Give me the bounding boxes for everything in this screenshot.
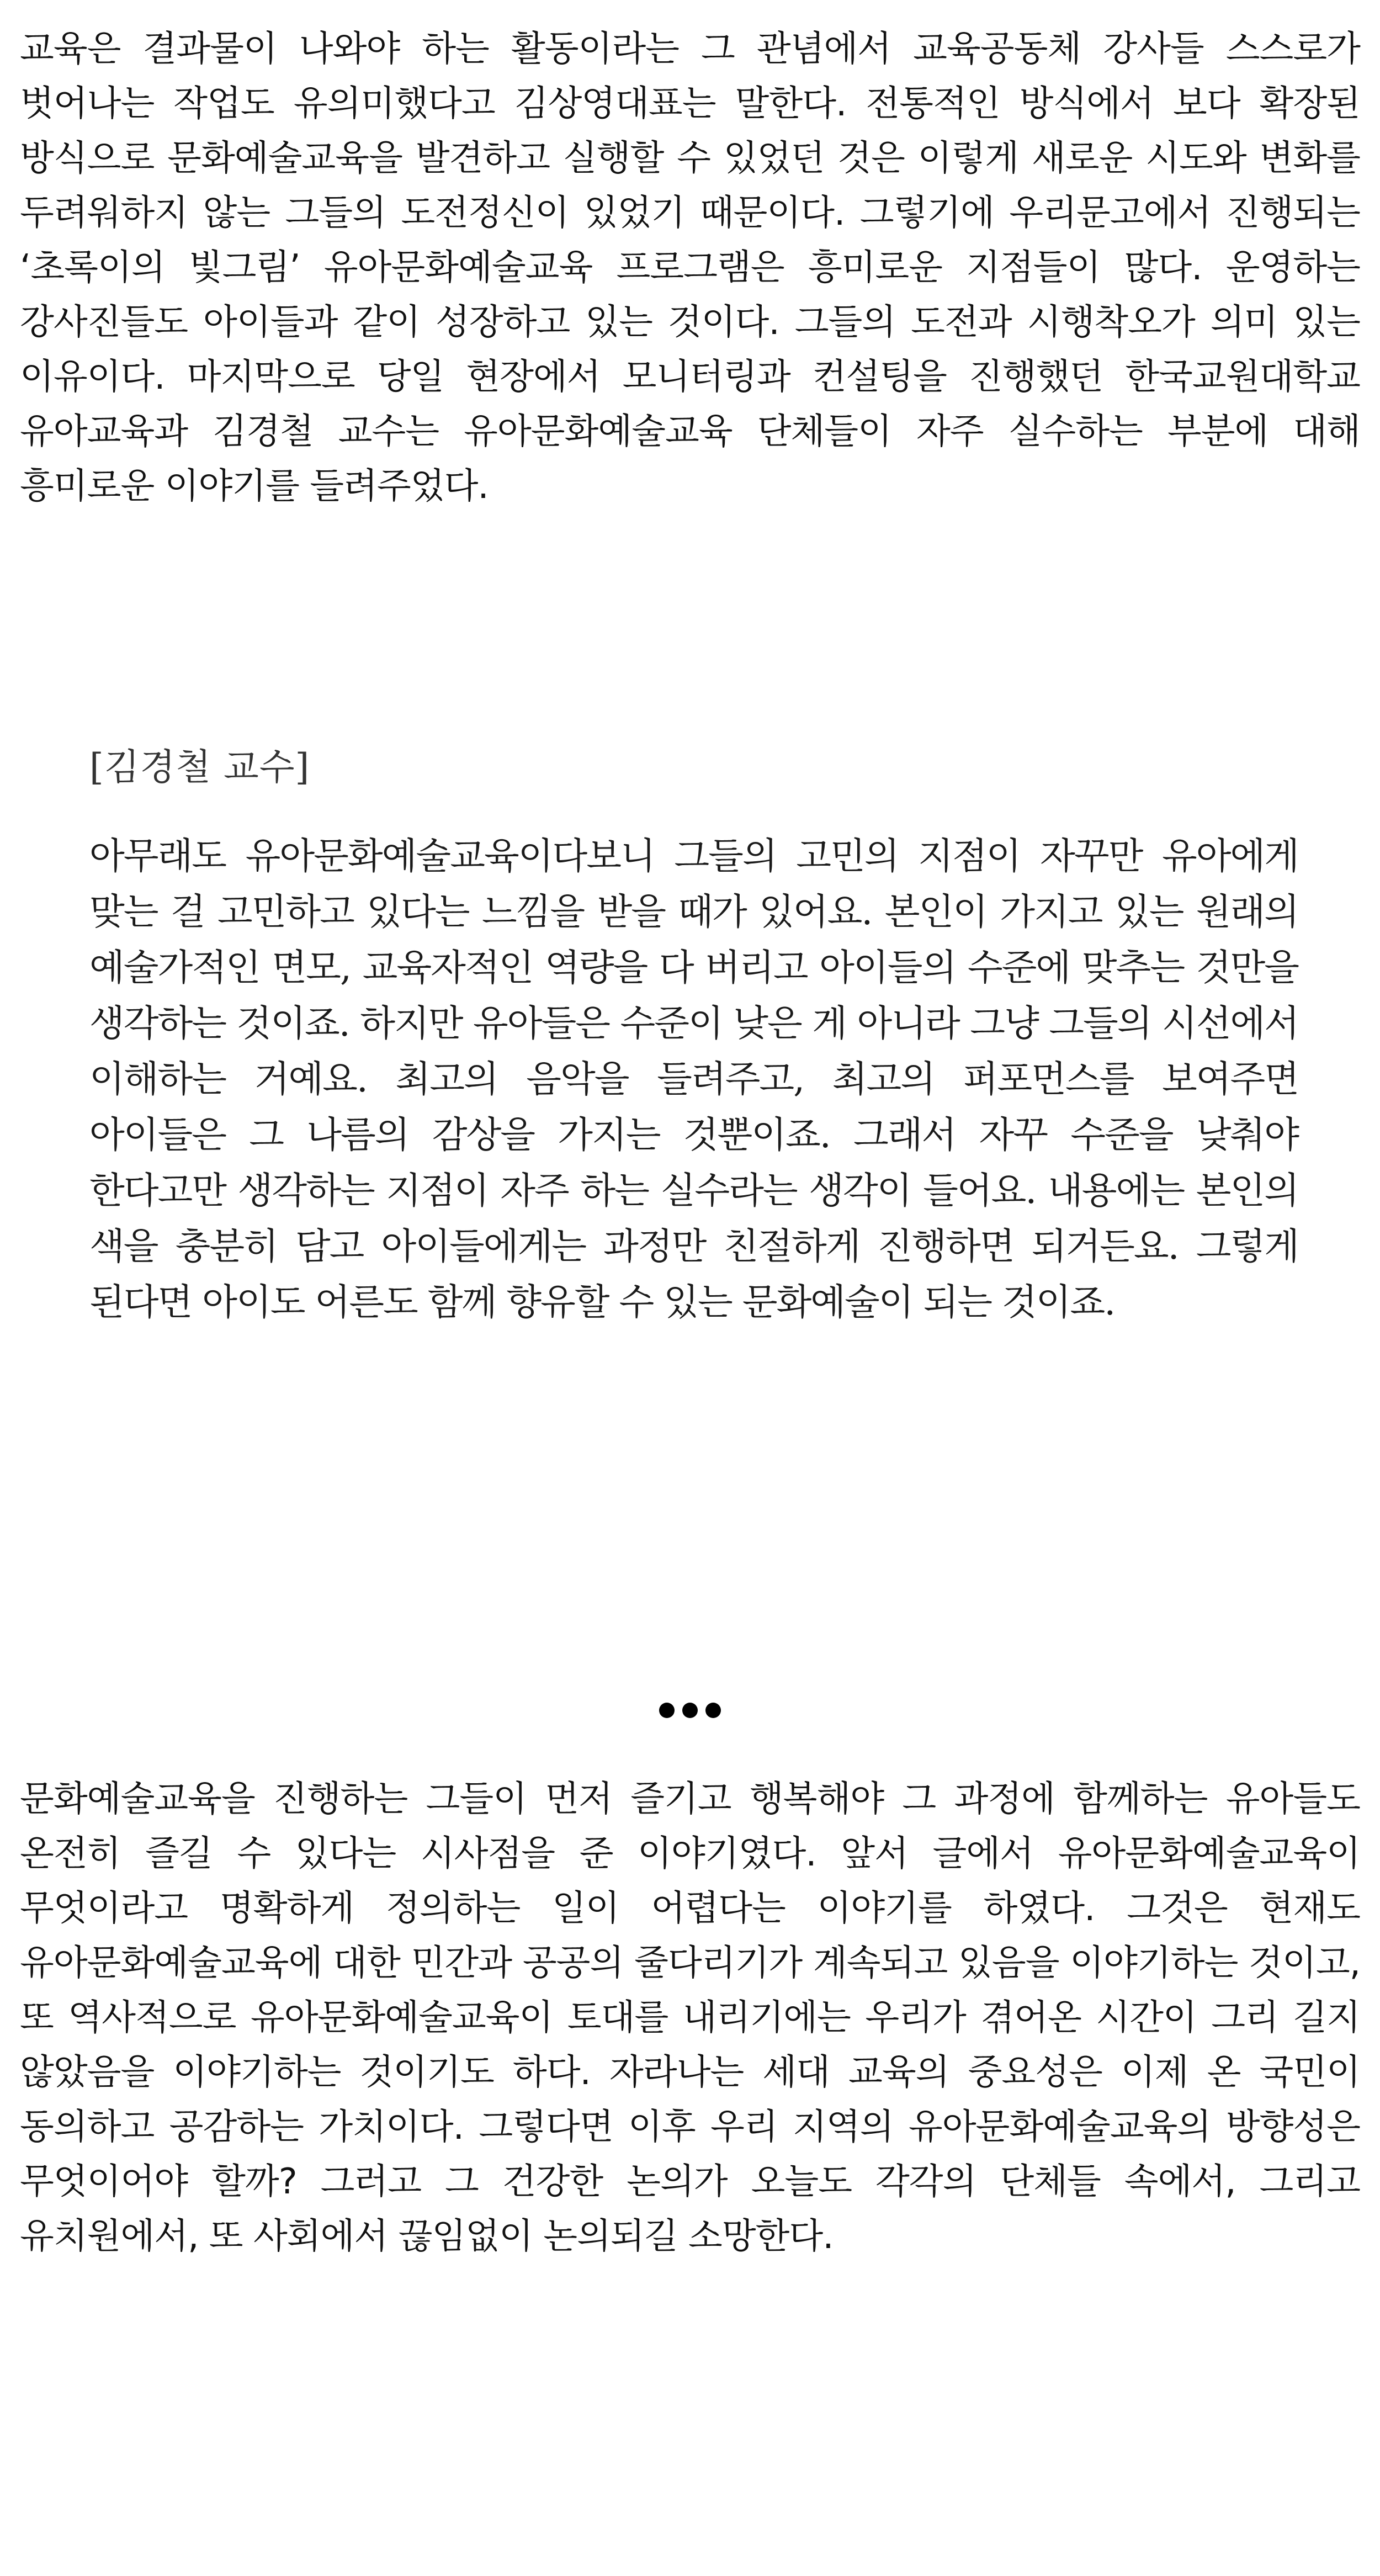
intro-paragraph: 교육은 결과물이 나와야 하는 활동이라는 그 관념에서 교육공동체 강사들 스스로가 벗어나는 작업도 유의미했다고 김상영대표는 말한다. 전통적인 방식에서 보다 확장된 방식으로 문화예술교육을 발견하고 실행할 수 있었던 것은 이렇게 새로운 시도와 변화를 두려워하지 않는 그들의 도전정신이 있었기 때문이다. 그렇기에 우리문고에서 진행되는 ‘초록이의 빛그림’ 유아문화예술교육 프로그램은 흥미로운 지점들이 많다. 운영하는 강사진들도 아이들과 같이 성장하고 있는 것이다. 그들의 도전과 시행착오가 의미 있는 이유이다. 마지막으로 당일 현장에서 모니터링과 컨설팅을 진행했던 한국교원대학교 유아교육과 김경철 교수는 유아문화예술교육 단체들이 자주 실수하는 부분에 대해 흥미로운 이야기를 들려주었다. [20, 29, 1360, 507]
quote-author: [김경철 교수] [89, 746, 310, 788]
closing-paragraph: 문화예술교육을 진행하는 그들이 먼저 즐기고 행복해야 그 과정에 함께하는 유아들도 온전히 즐길 수 있다는 시사점을 준 이야기였다. 앞서 글에서 유아문화예술교육이 무엇이라고 명확하게 정의하는 일이 어렵다는 이야기를 하였다. 그것은 현재도 유아문화예술교육에 대한 민간과 공공의 줄다리기가 계속되고 있음을 이야기하는 것이고, 또 역사적으로 유아문화예술교육이 토대를 내리기에는 우리가 겪어온 시간이 그리 길지 않았음을 이야기하는 것이기도 하다. 자라나는 세대 교육의 중요성은 이제 온 국민이 동의하고 공감하는 가치이다. 그렇다면 이후 우리 지역의 유아문화예술교육의 방향성은 무엇이어야 할까? 그러고 그 건강한 논의가 오늘도 각각의 단체들 속에서, 그리고 유치원에서, 또 사회에서 끊임없이 논의되길 소망한다. [20, 1779, 1360, 2257]
quote-body: 아무래도 유아문화예술교육이다보니 그들의 고민의 지점이 자꾸만 유아에게 맞는 걸 고민하고 있다는 느낌을 받을 때가 있어요. 본인이 가지고 있는 원래의 예술가적인 면모, 교육자적인 역량을 다 버리고 아이들의 수준에 맞추는 것만을 생각하는 것이죠. 하지만 유아들은 수준이 낮은 게 아니라 그냥 그들의 시선에서 이해하는 거예요. 최고의 음악을 들려주고, 최고의 퍼포먼스를 보여주면 아이들은 그 나름의 감상을 가지는 것뿐이죠. 그래서 자꾸 수준을 낮춰야 한다고만 생각하는 지점이 자주 하는 실수라는 생각이 들어요. 내용에는 본인의 색을 충분히 담고 아이들에게는 과정만 친절하게 진행하면 되거든요. 그렇게 된다면 아이도 어른도 함께 향유할 수 있는 문화예술이 되는 것이죠. [89, 835, 1298, 1323]
three-dots-divider-icon [0, 1699, 1380, 1721]
divider-dot [682, 1703, 698, 1718]
divider-dot [659, 1703, 675, 1718]
divider-dot [705, 1703, 721, 1718]
